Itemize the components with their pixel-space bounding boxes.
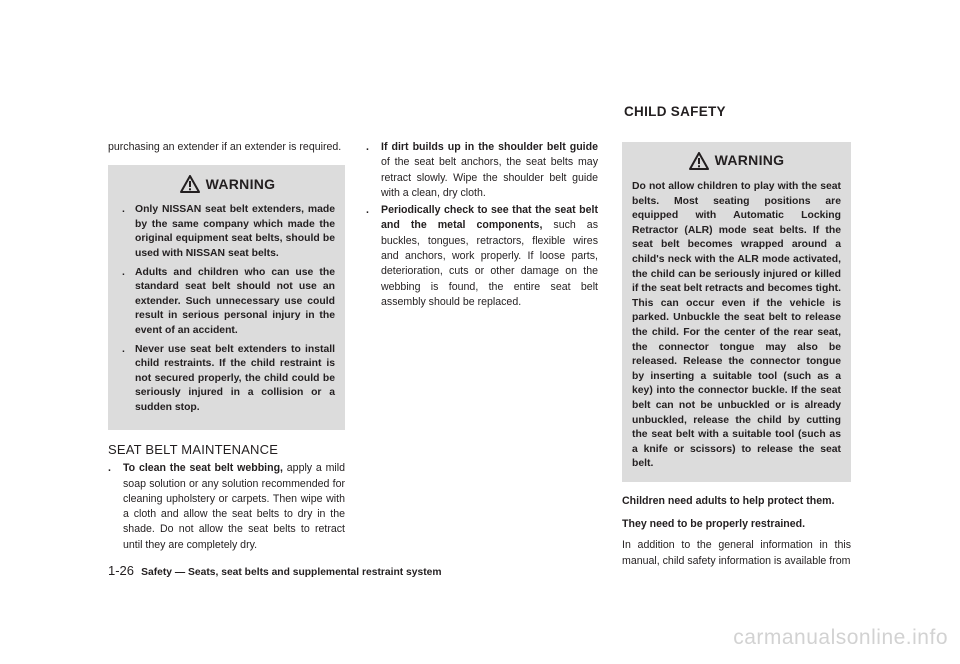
warning-triangle-icon bbox=[180, 175, 200, 193]
warning-title: WARNING bbox=[205, 175, 276, 192]
warning-header bbox=[632, 152, 841, 170]
bold-statement: Children need adults to help protect them. bbox=[622, 494, 835, 507]
warning-header bbox=[120, 175, 335, 193]
column-right bbox=[622, 140, 851, 569]
page-footer bbox=[108, 563, 442, 578]
warning-box bbox=[108, 165, 345, 430]
item-text: such as buckles, tongues, retractors, flexible wires and anchors, work properly. If loose parts, deterioration, cuts or other damage on the webbing is found, the entire seat belt assembly should be replaced. bbox=[381, 219, 598, 308]
maintenance-item bbox=[366, 140, 598, 201]
item-text: apply a mild soap solution or any solution recommended for cleaning upholstery or carpets. Then wipe with a cloth and allow the seat belts to dry in the shade. Do not allow the seat belts to retract until they are completely dry. bbox=[123, 462, 345, 551]
warning-item-text: Adults and children who can use the standard seat belt should not use an extender. Such unnecessary use could result in serious personal injury in the event of an accident. bbox=[135, 266, 335, 336]
warning-item-text: Only NISSAN seat belt extenders, made by the same company which made the original equipment seat belts, should be used with NISSAN seat belts. bbox=[135, 204, 335, 259]
maintenance-item bbox=[366, 203, 598, 310]
intro-paragraph: purchasing an extender if an extender is required. bbox=[108, 141, 342, 153]
warning-box bbox=[622, 142, 851, 482]
bold-statement: They need to be properly restrained. bbox=[622, 518, 806, 531]
bullet: . bbox=[122, 266, 125, 278]
warning-item bbox=[120, 203, 335, 261]
item-text: of the seat belt anchors, the seat belts may retract slowly. Wipe the shoulder belt guide with a clean, dry cloth. bbox=[381, 156, 598, 199]
bullet: . bbox=[122, 204, 125, 216]
warning-list bbox=[120, 203, 335, 415]
warning-item-text: Never use seat belt extenders to install child restraints. If the child restraint is not secured properly, the child could be seriously injured in a collision or a sudden stop. bbox=[135, 343, 335, 413]
section-title: SEAT BELT MAINTENANCE bbox=[108, 441, 279, 457]
column-middle bbox=[366, 140, 598, 312]
item-bold-text: Periodically check to see that the seat belt and the metal components, bbox=[381, 204, 598, 232]
body-paragraph: In addition to the general information in this manual, child safety information is available from bbox=[622, 539, 851, 567]
warning-triangle-icon bbox=[689, 152, 709, 170]
warning-item bbox=[120, 343, 335, 415]
warning-text: Do not allow children to play with the seat belts. Most seating positions are equipped with Automatic Locking Retractor (ALR) mode seat belts. If the seat belt becomes wrapped around a child's neck with the ALR mode activated, the child can be seriously injured or killed if the seat belt retracts and becomes tight. This can occur even if the vehicle is parked. Unbuckle the seat belt to release the child. For the center of the rear seat, the connector tongue may also be released. Release the connector tongue by inserting a suitable tool (such as a key) into the connector buckle. If the seat belt can not be unbuckled or is already unbuckled, release the child by cutting the seat belt with a suitable tool (such as a knife or scissors) to release the seat belt. bbox=[632, 181, 841, 470]
watermark: carmanualsonline.info bbox=[733, 626, 948, 649]
bullet: . bbox=[366, 204, 369, 217]
bullet: . bbox=[366, 141, 369, 153]
footer-title: Safety — Seats, seat belts and supplemental restraint system bbox=[141, 567, 442, 578]
column-left bbox=[108, 140, 345, 555]
warning-title: WARNING bbox=[714, 152, 785, 169]
item-bold-text: If dirt builds up in the shoulder belt guide bbox=[381, 141, 598, 153]
bullet: . bbox=[122, 343, 125, 355]
maintenance-item bbox=[108, 461, 345, 553]
chapter-title: CHILD SAFETY bbox=[624, 104, 726, 119]
item-bold-text: To clean the seat belt webbing, bbox=[123, 462, 283, 475]
warning-item bbox=[120, 266, 335, 338]
page-number: 1-26 bbox=[108, 563, 135, 578]
bullet: . bbox=[108, 462, 111, 475]
